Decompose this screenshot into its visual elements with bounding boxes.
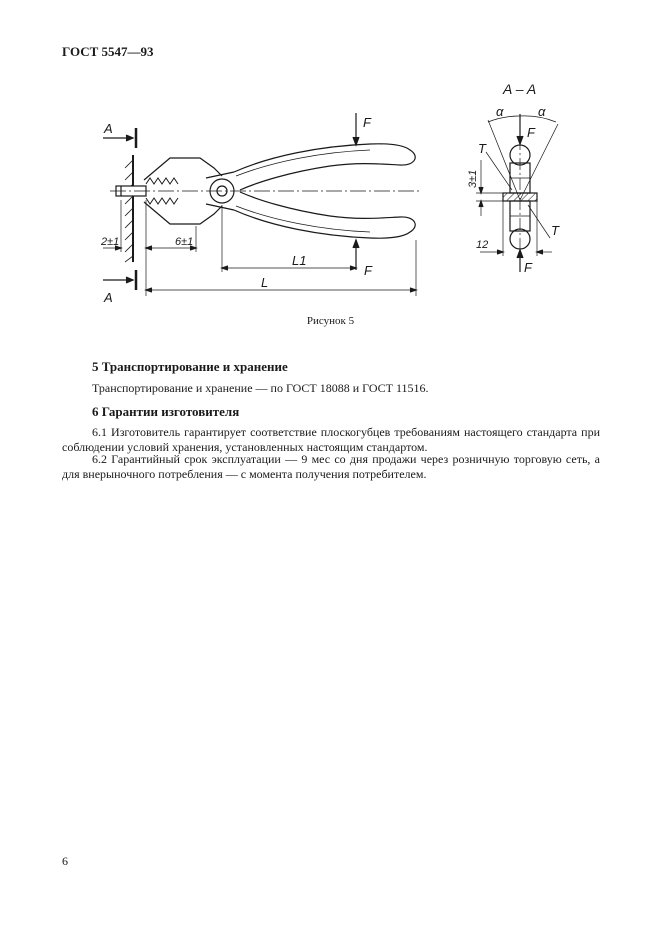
figure-caption: Рисунок 5 [306, 315, 355, 327]
section-heading: 6 Гарантии изготовителя [92, 404, 240, 419]
section-mark-top: A [104, 121, 113, 136]
paragraph: 6.2 Гарантийный срок эксплуатации — 9 мес со дня продажи через розничную торговую сеть, а для внерыночного потребления — с момента получения потребителем. [62, 452, 600, 481]
dimension-12: 12 [476, 239, 489, 251]
document-header: ГОСТ 5547—93 [62, 44, 154, 59]
force-label-bottom: F [364, 263, 372, 278]
page-number: 6 [62, 854, 68, 868]
section-heading: 5 Транспортирование и хранение [92, 359, 288, 374]
dimension-l1: L1 [292, 253, 307, 268]
section-title: A – A [503, 81, 537, 97]
force-label-top: F [363, 115, 371, 130]
t-label-right: T [551, 223, 559, 238]
t-label-left: T [478, 141, 486, 156]
paragraph: Транспортирование и хранение — по ГОСТ 18088 и ГОСТ 11516. [92, 381, 429, 395]
dimension-3: 3±1 [467, 169, 479, 188]
dimension-l: L [261, 275, 269, 290]
section-force-bottom: F [524, 260, 532, 275]
dimension-2: 2±1 [101, 236, 120, 248]
section-force-top: F [527, 125, 535, 140]
pliers-test-drawing [0, 0, 661, 340]
section-mark-bottom: A [104, 290, 113, 305]
paragraph: 6.1 Изготовитель гарантирует соответствие плоскогубцев требованиям настоящего стандарта при соблюдении условий хранения, установленных настоящим стандартом. [62, 425, 600, 454]
angle-alpha-right: α [538, 104, 546, 119]
wall-hatching [125, 160, 133, 262]
dimension-6: 6±1 [175, 236, 194, 248]
angle-alpha-left: α [496, 104, 504, 119]
